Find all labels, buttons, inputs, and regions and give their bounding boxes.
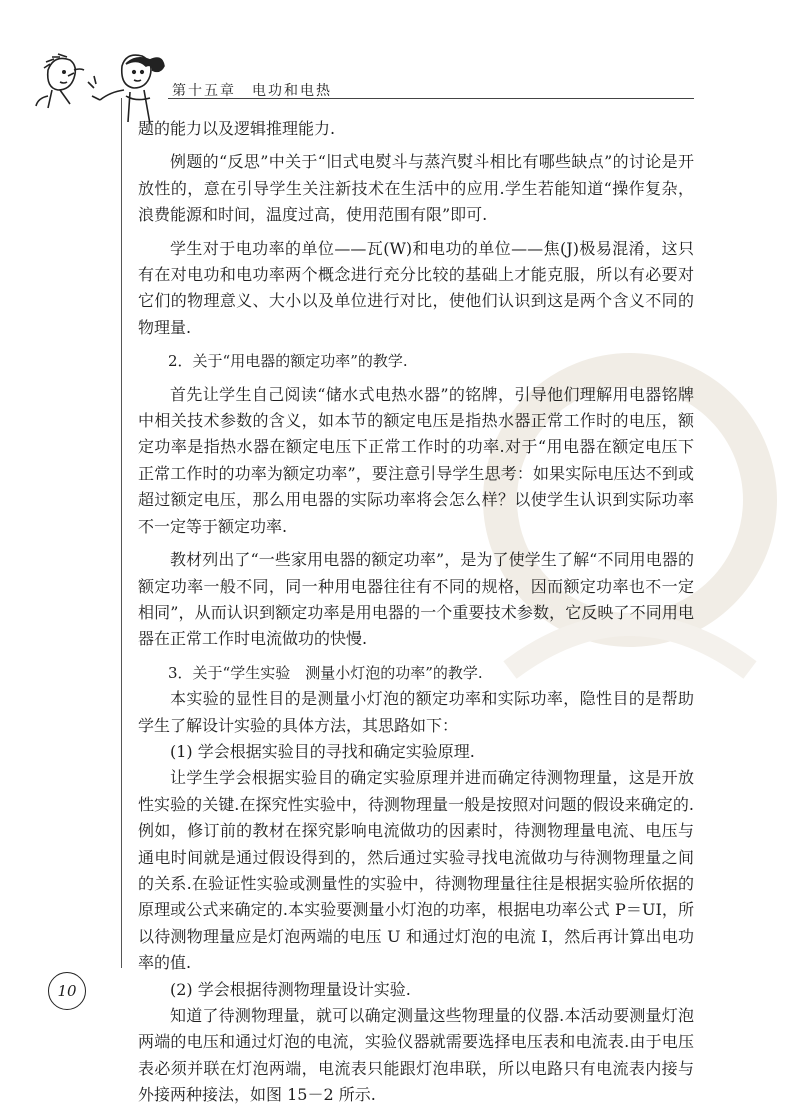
list-step: (2) 学会根据待测物理量设计实验. — [170, 979, 411, 999]
paragraph: 例题的“反思”中关于“旧式电熨斗与蒸汽熨斗相比有哪些缺点”的讨论是开放性的，意在引导学生关注新技术在生活中的应用.学生若能知道“操作复杂，浪费能源和时间，温度过高，使用范围有限”即可. — [138, 152, 694, 225]
page-number-label: 10 — [57, 982, 77, 1000]
margin-rule — [121, 98, 122, 968]
header-rule — [168, 98, 694, 99]
page-body — [138, 116, 694, 1109]
chapter-header-title: 第十五章 电功和电热 — [172, 83, 332, 99]
section-heading: 2．关于“用电器的额定功率”的教学. — [168, 352, 408, 371]
paragraph: 让学生学会根据实验目的确定实验原理并进而确定待测物理量，这是开放性实验的关键.在探究性实验中，待测物理量一般是按照对问题的假设来确定的.例如，修订前的教材在探究影响电流做功的因素时，待测物理量电流、电压与通电时间就是通过假设得到的，然后通过实验寻找电流做功与待测物理量之间的关系.在验证性实验或测量性的实验中，待测物理量往往是根据实验所依据的原理或公式来确定的.本实验要测量小灯泡的功率，根据电功率公式 P＝UI，所以待测物理量应是灯泡两端的电压 U 和通过灯泡的电流 I，然后再计算出电功率的值. — [138, 768, 694, 973]
paragraph: 首先让学生自己阅读“储水式电热水器”的铭牌，引导他们理解用电器铭牌中相关技术参数的含义，如本节的额定电压是指热水器正常工作时的电压，额定功率是指热水器在额定电压下正常工作时的功率.对于“用电器在额定电压下正常工作时的功率为额定功率”，要注意引导学生思考：如果实际电压达不到或超过额定电压，那么用电器的实际功率将会怎么样？以使学生认识到实际功率不一定等于额定功率. — [138, 384, 694, 536]
paragraph: 本实验的显性目的是测量小灯泡的额定功率和实际功率，隐性目的是帮助学生了解设计实验的具体方法，其思路如下： — [138, 689, 694, 735]
list-step: (1) 学会根据实验目的寻找和确定实验原理. — [170, 741, 475, 761]
paragraph: 题的能力以及逻辑推理能力. — [138, 119, 336, 138]
paragraph: 教材列出了“一些家用电器的额定功率”，是为了使学生了解“不同用电器的额定功率一般不同，同一种用电器往往有不同的规格，因而额定功率也不一定相同”，从而认识到额定功率是用电器的一个重要技术参数，它反映了不同用电器在正常工作时电流做功的快慢. — [138, 550, 694, 649]
paragraph: 学生对于电功率的单位——瓦(W)和电功的单位——焦(J)极易混淆，这只有在对电功和电功率两个概念进行充分比较的基础上才能克服，所以有必要对它们的物理意义、大小以及单位进行对比，使他们认识到这是两个含义不同的物理量. — [138, 238, 694, 337]
section-heading: 3．关于“学生实验 测量小灯泡的功率”的教学. — [168, 663, 483, 682]
page-number — [48, 972, 86, 1010]
paragraph: 知道了待测物理量，就可以确定测量这些物理量的仪器.本活动要测量灯泡两端的电压和通过灯泡的电流，实验仪器就需要选择电压表和电流表.由于电压表必须并联在灯泡两端，电流表只能跟灯泡串联，所以电路只有电流表内接与外接两种接法，如图 15－2 所示. — [138, 1006, 694, 1105]
